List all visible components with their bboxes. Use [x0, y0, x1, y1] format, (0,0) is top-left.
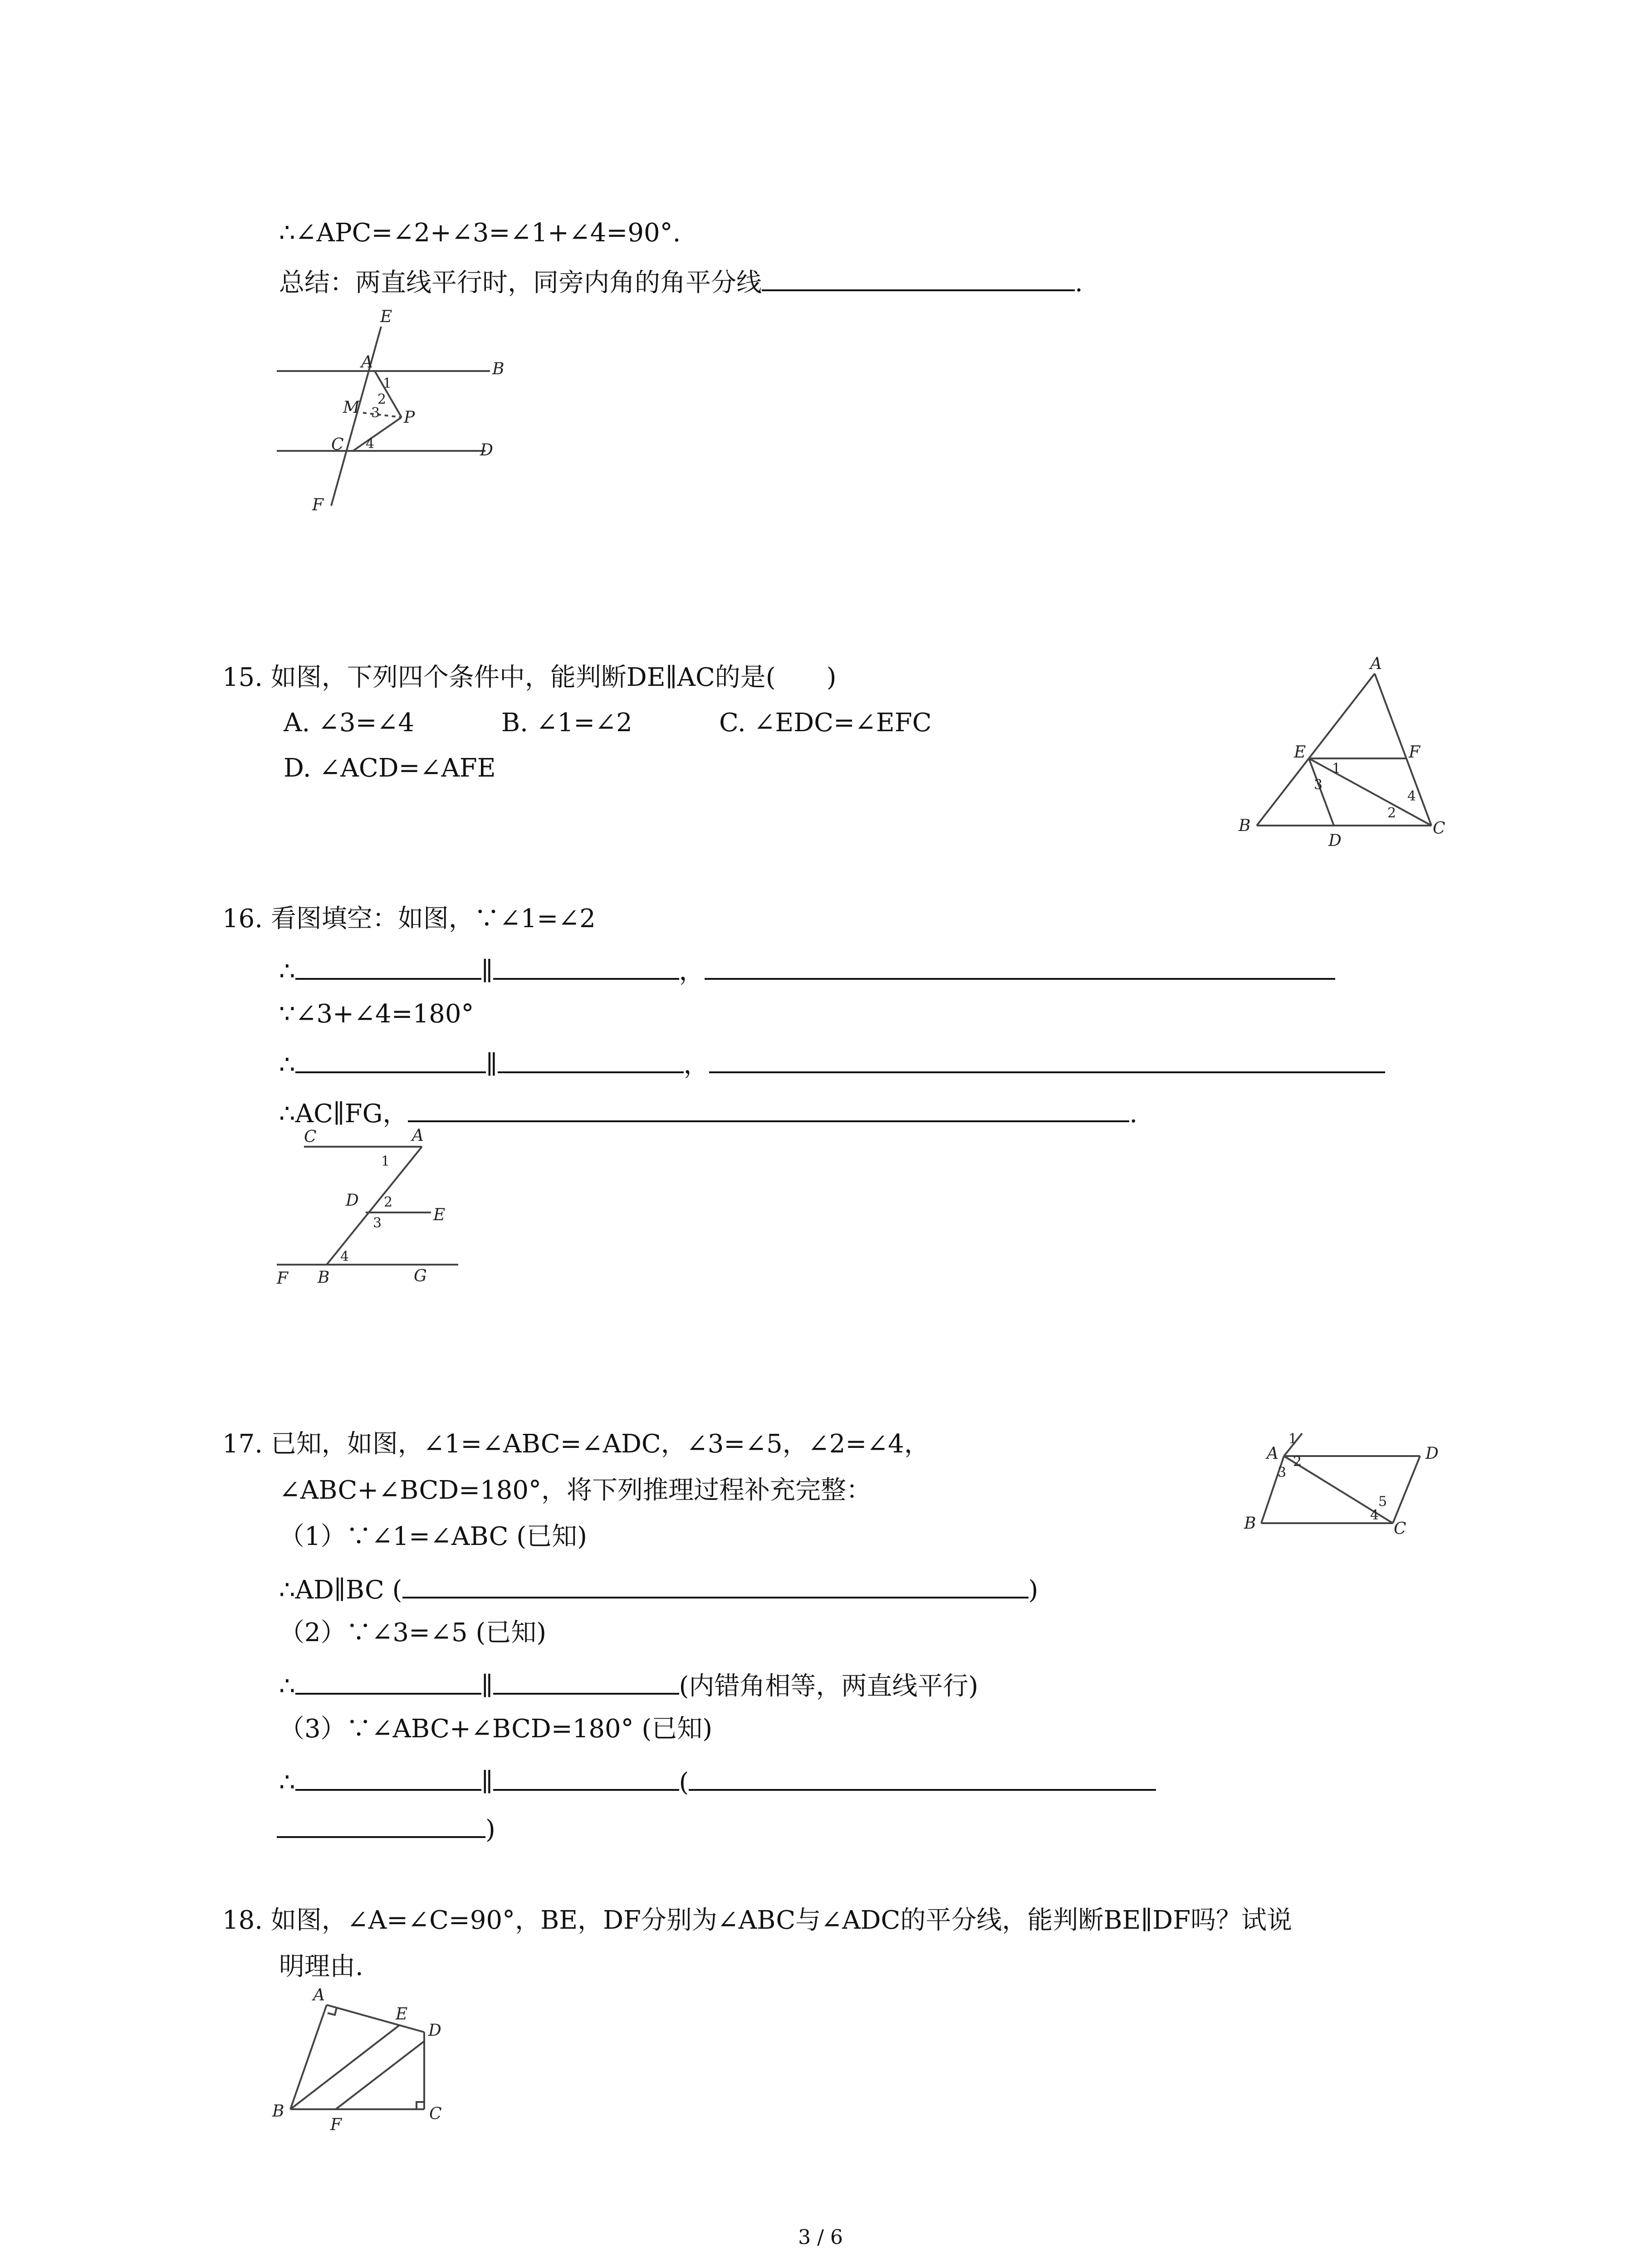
q14-summary-end: . [1075, 268, 1083, 298]
fig15-label-C: C [1433, 819, 1445, 838]
q17-step3: （3）∵∠ABC+∠BCD=180° (已知) [279, 1714, 713, 1744]
fig16-num-2: 2 [384, 1194, 393, 1210]
fig15-label-E: E [1294, 743, 1306, 762]
comma: ， [679, 957, 705, 986]
page-number: 3 / 6 [798, 2226, 843, 2249]
fig15-label-A: A [1370, 655, 1382, 673]
q17-blank-3a[interactable] [295, 1763, 481, 1791]
fig15-num-2: 2 [1387, 805, 1396, 821]
q17-figure [1234, 1415, 1461, 1551]
period: . [1129, 1099, 1138, 1129]
fig18-label-D: D [428, 2021, 441, 2040]
fig18-label-E: E [396, 2005, 408, 2024]
fig17-label-D: D [1425, 1444, 1439, 1463]
fig18-label-F: F [330, 2116, 342, 2134]
fig17-label-C: C [1394, 1520, 1406, 1538]
fig15-num-4: 4 [1407, 788, 1416, 804]
fig17-label-A: A [1267, 1444, 1279, 1463]
q14-conclusion: ∴∠APC=∠2+∠3=∠1+∠4=90°. [279, 218, 681, 248]
fig17-num-4: 4 [1370, 1507, 1379, 1523]
fig15-num-1: 1 [1332, 761, 1341, 777]
therefore-symbol: ∴ [279, 957, 295, 986]
fig17-label-B: B [1244, 1514, 1256, 1533]
fig16-label-D: D [346, 1191, 359, 1210]
fig16-label-A: A [412, 1126, 424, 1145]
q16-line5-text: ∴AC∥FG， [279, 1099, 408, 1129]
parallel-symbol: ∥ [481, 1672, 493, 1701]
q17-blank-3-reason-cont[interactable] [277, 1810, 485, 1838]
q17-step1-text: ∴AD∥BC ( [279, 1575, 402, 1605]
q16-blank-4[interactable] [295, 1045, 486, 1073]
q18-figure [268, 1982, 481, 2150]
q17-blank-2a[interactable] [295, 1667, 481, 1695]
q17-step3-tail [277, 1810, 495, 1846]
fig15-label-D: D [1328, 831, 1342, 850]
q17-blank-3-reason[interactable] [689, 1763, 1156, 1791]
q17-step1: （1）∵∠1=∠ABC (已知) [279, 1522, 587, 1551]
fig18-label-A: A [313, 1986, 325, 2004]
q17-stem-1: 17. 已知，如图，∠1=∠ABC=∠ADC，∠3=∠5，∠2=∠4， [222, 1429, 930, 1459]
fig15-label-F: F [1409, 743, 1420, 762]
q16-blank-3[interactable] [705, 952, 1335, 980]
fig16-label-E: E [433, 1206, 446, 1224]
q16-stem: 16. 看图填空：如图，∵∠1=∠2 [222, 904, 596, 934]
open-paren: ( [679, 1768, 689, 1797]
parallel-symbol: ∥ [481, 1768, 493, 1797]
fig18-label-C: C [429, 2105, 442, 2123]
fig18-label-B: B [272, 2102, 284, 2121]
fig17-num-2: 2 [1293, 1454, 1302, 1470]
therefore-symbol: ∴ [279, 1050, 295, 1080]
q16-blank-5[interactable] [498, 1045, 684, 1073]
q14-figure [272, 304, 508, 517]
q17-blank-3b[interactable] [493, 1763, 679, 1791]
fig15-num-3: 3 [1314, 777, 1323, 793]
q18-stem-1: 18. 如图，∠A=∠C=90°，BE，DF分别为∠ABC与∠ADC的平分线，能判断BE∥DF吗？试说 [222, 1906, 1293, 1935]
fig17-num-1: 1 [1288, 1431, 1298, 1447]
q14-summary [279, 263, 1083, 299]
fig16-label-F: F [277, 1269, 288, 1288]
q18-stem-2: 明理由. [279, 1952, 363, 1981]
therefore-symbol: ∴ [279, 1672, 295, 1701]
fig16-label-G: G [414, 1267, 427, 1286]
parallel-symbol: ∥ [481, 957, 493, 986]
fig17-num-3: 3 [1278, 1465, 1287, 1481]
q15-option-c[interactable]: C. ∠EDC=∠EFC [719, 708, 932, 738]
fig14-label-C: C [331, 435, 344, 454]
fig14-num-2: 2 [377, 391, 387, 407]
fig14-num-4: 4 [366, 436, 375, 452]
q16-because2: ∵∠3+∠4=180° [279, 999, 474, 1029]
q17-stem-2: ∠ABC+∠BCD=180°，将下列推理过程补充完整： [279, 1476, 872, 1505]
fig14-label-D: D [480, 441, 493, 459]
q16-line2 [279, 952, 1335, 988]
close-paren: ) [1028, 1575, 1038, 1605]
q17-reason-2: (内错角相等，两直线平行) [679, 1672, 979, 1701]
comma: ， [683, 1050, 709, 1080]
q17-blank-2b[interactable] [493, 1667, 679, 1695]
close-paren: ) [485, 1815, 495, 1844]
q15-stem: 15. 如图，下列四个条件中，能判断DE∥AC的是( ) [222, 663, 837, 692]
fig16-num-4: 4 [340, 1249, 349, 1265]
fig14-label-A: A [361, 353, 373, 371]
fig15-label-B: B [1239, 816, 1251, 835]
q16-line4 [279, 1045, 1385, 1081]
q15-option-b[interactable]: B. ∠1=∠2 [501, 708, 632, 738]
q14-answer-blank[interactable] [762, 263, 1075, 291]
fig16-num-1: 1 [381, 1154, 390, 1169]
fig17-num-5: 5 [1378, 1494, 1387, 1510]
q16-blank-6[interactable] [709, 1045, 1385, 1073]
parallel-symbol: ∥ [485, 1050, 498, 1080]
q17-step1-conclusion [279, 1570, 1038, 1607]
q15-option-a[interactable]: A. ∠3=∠4 [284, 708, 415, 738]
fig16-label-C: C [304, 1128, 317, 1146]
q15-figure [1225, 644, 1461, 853]
q15-option-d[interactable]: D. ∠ACD=∠AFE [284, 753, 496, 783]
q17-blank-reason-1[interactable] [402, 1570, 1029, 1598]
q16-blank-7[interactable] [408, 1094, 1129, 1122]
q16-blank-2[interactable] [493, 952, 679, 980]
fig14-num-1: 1 [383, 376, 392, 391]
q17-step2-conclusion [279, 1667, 978, 1703]
fig16-num-3: 3 [373, 1215, 382, 1231]
fig14-label-P: P [404, 408, 415, 427]
q17-step2: （2）∵∠3=∠5 (已知) [279, 1618, 547, 1647]
q14-summary-text: 总结：两直线平行时，同旁内角的角平分线 [279, 268, 762, 298]
fig14-num-3: 3 [371, 405, 380, 421]
fig16-label-B: B [318, 1268, 330, 1287]
q16-figure [272, 1125, 490, 1293]
fig14-label-M: M [343, 398, 360, 417]
q17-step3-conclusion [279, 1763, 1156, 1799]
therefore-symbol: ∴ [279, 1768, 295, 1797]
fig14-label-F: F [312, 496, 323, 514]
fig14-label-B: B [492, 360, 505, 378]
fig14-label-E: E [380, 308, 392, 326]
q16-blank-1[interactable] [295, 952, 481, 980]
